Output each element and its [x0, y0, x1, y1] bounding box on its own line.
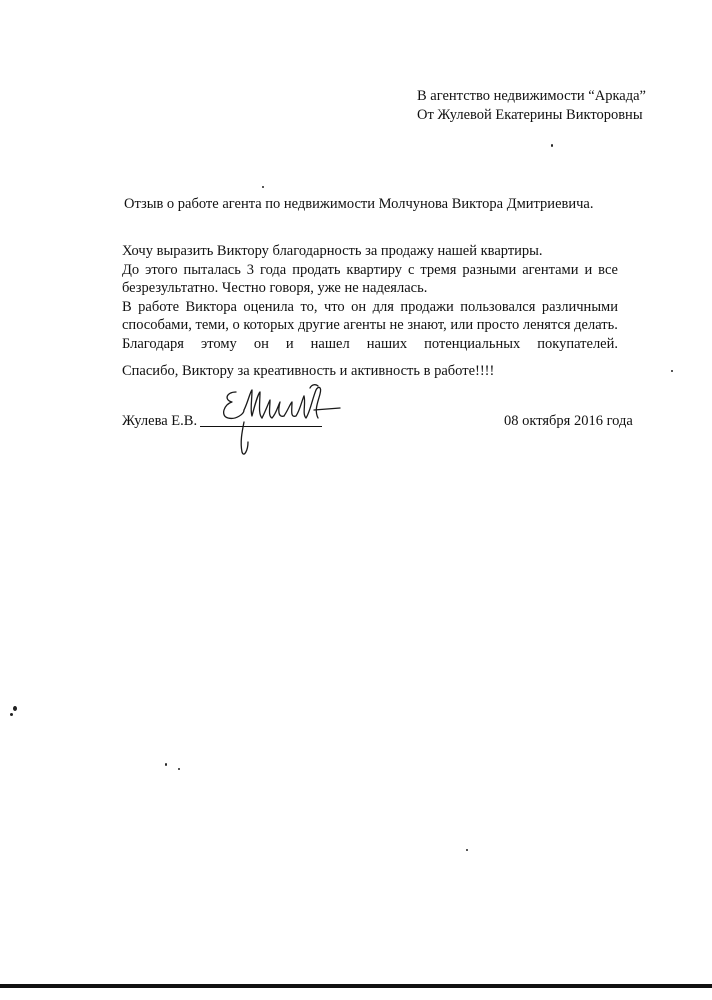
- body-paragraph-2-line-2: безрезультатно. Честно говоря, уже не надеялась.: [122, 280, 428, 296]
- body-paragraph-4: Благодаря этому он и нашел наших потенциальных покупателей.: [122, 335, 618, 352]
- scan-speck: [165, 763, 167, 766]
- addressee-block: [417, 87, 646, 125]
- body-paragraph-2-line-1: До этого пыталась 3 года продать квартиру с тремя разными агентами и все: [122, 261, 618, 278]
- thanks-line: Спасибо, Виктору за креативность и активность в работе!!!!: [122, 363, 495, 379]
- scan-speck: [671, 370, 673, 372]
- sender-line: От Жулевой Екатерины Викторовны: [417, 107, 643, 123]
- scan-speck: [551, 144, 553, 147]
- scan-speck: [178, 768, 180, 770]
- scan-speck: [466, 849, 468, 851]
- letter-body: [122, 242, 618, 353]
- body-paragraph-1: Хочу выразить Виктору благодарность за продажу нашей квартиры.: [122, 243, 543, 259]
- scan-speck: [10, 713, 13, 716]
- scan-speck: [13, 706, 17, 711]
- letter-date: 08 октября 2016 года: [504, 413, 633, 429]
- handwritten-signature: [214, 380, 344, 460]
- body-paragraph-3-line-1: В работе Виктора оценила то, что он для продажи пользовался различными: [122, 298, 618, 315]
- addressee-line: В агентство недвижимости “Аркада”: [417, 88, 646, 104]
- scan-speck: [262, 186, 264, 188]
- scan-bottom-edge: [0, 984, 712, 988]
- signer-name: Жулева Е.В.: [122, 413, 198, 429]
- body-paragraph-3-line-2: способами, теми, о которых другие агенты не знают, или просто ленятся делать.: [122, 317, 618, 333]
- letter-title: Отзыв о работе агента по недвижимости Молчунова Виктора Дмитриевича.: [124, 196, 594, 212]
